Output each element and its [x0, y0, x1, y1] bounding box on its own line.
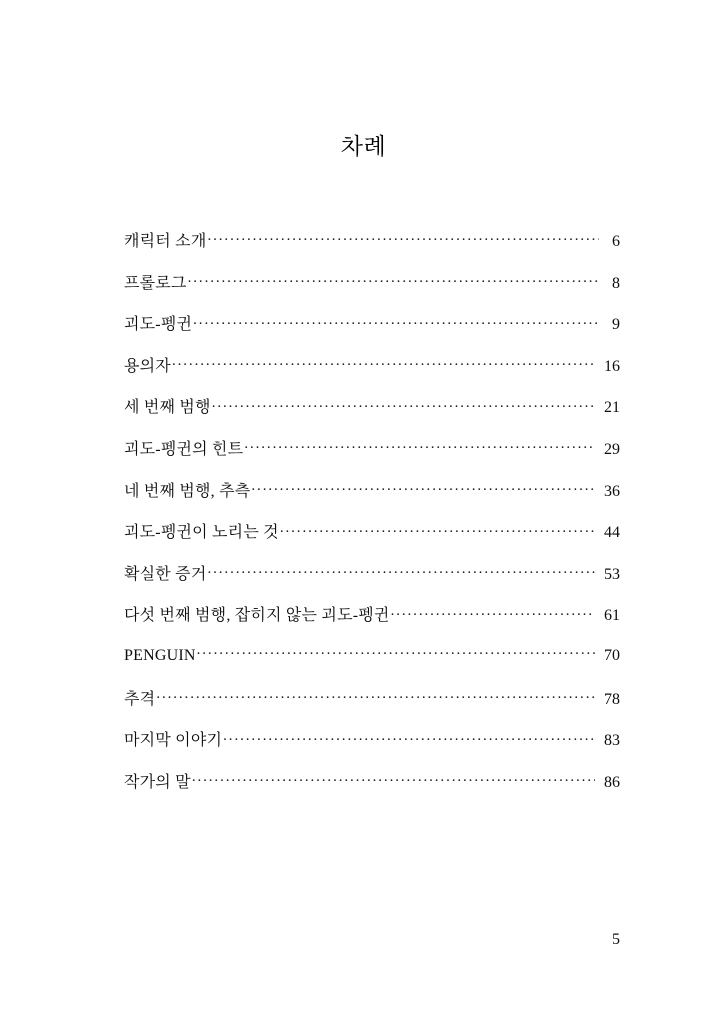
toc-dot-leader [391, 604, 595, 620]
toc-dot-leader [251, 480, 595, 496]
toc-entry[interactable] [124, 270, 620, 312]
toc-entry-label: 괴도-펭귄 [124, 316, 193, 334]
toc-dot-leader [197, 644, 595, 660]
toc-entry-page-number: 61 [604, 607, 620, 625]
toc-entry-label: 프롤로그 [124, 274, 187, 292]
toc-dot-leader [244, 438, 595, 454]
toc-entry[interactable] [124, 478, 620, 520]
toc-entry[interactable] [124, 519, 620, 561]
toc-entry-label: 괴도-펭귄의 힌트 [124, 440, 244, 458]
toc-entry-page-number: 53 [604, 565, 620, 583]
toc-entry-label: 괴도-펭귄이 노리는 것 [124, 524, 279, 542]
toc-dot-leader [207, 230, 599, 246]
toc-entry[interactable] [124, 644, 620, 686]
toc-entry-page-number: 29 [604, 440, 620, 458]
toc-entry-label: 추격 [124, 690, 156, 708]
toc-entry-label: 세 번째 범행 [124, 399, 211, 417]
toc-entry[interactable] [124, 561, 620, 603]
toc-entry-page-number: 86 [604, 773, 620, 791]
toc-entry-page-number: 83 [604, 732, 620, 750]
toc-dot-leader [193, 313, 599, 329]
toc-entry-label: 확실한 증거 [124, 565, 207, 583]
toc-dot-leader [188, 272, 599, 288]
toc-entry-page-number: 78 [604, 690, 620, 708]
toc-entry[interactable] [124, 727, 620, 769]
toc-entry[interactable] [124, 311, 620, 353]
toc-entry-label: 네 번째 범행, 추측 [124, 482, 251, 500]
toc-dot-leader [207, 563, 595, 579]
toc-entry[interactable] [124, 394, 620, 436]
toc-entry-page-number: 21 [604, 399, 620, 417]
toc-dot-leader [280, 521, 595, 537]
toc-entry-page-number: 70 [604, 646, 620, 664]
toc-entry-label: 다섯 번째 범행, 잡히지 않는 괴도-펭귄 [124, 607, 390, 625]
toc-entry[interactable] [124, 769, 620, 811]
toc-entry-page-number: 6 [612, 233, 620, 250]
toc-dot-leader [192, 771, 595, 787]
toc-entry[interactable] [124, 602, 620, 644]
toc-entry-page-number: 16 [604, 357, 620, 375]
toc-dot-leader [223, 729, 595, 745]
toc-entry-page-number: 9 [612, 316, 620, 334]
toc-entry-label: 마지막 이야기 [124, 732, 223, 750]
toc-entry[interactable] [124, 353, 620, 395]
table-of-contents [124, 228, 620, 810]
toc-entry-page-number: 36 [604, 482, 620, 500]
toc-entry-label: 캐릭터 소개 [124, 233, 207, 250]
toc-entry-page-number: 44 [604, 524, 620, 542]
toc-entry-label: PENGUIN [124, 646, 196, 664]
page-title: 차례 [340, 134, 387, 159]
toc-dot-leader [172, 355, 595, 371]
toc-entry[interactable] [124, 436, 620, 478]
toc-dot-leader [156, 688, 595, 704]
toc-entry[interactable] [124, 686, 620, 728]
page-number-folio: 5 [612, 931, 620, 948]
toc-entry-label: 용의자 [124, 357, 171, 375]
toc-entry-page-number: 8 [612, 274, 620, 292]
toc-entry[interactable] [124, 228, 620, 270]
toc-entry-label: 작가의 말 [124, 773, 191, 791]
toc-dot-leader [212, 396, 595, 412]
